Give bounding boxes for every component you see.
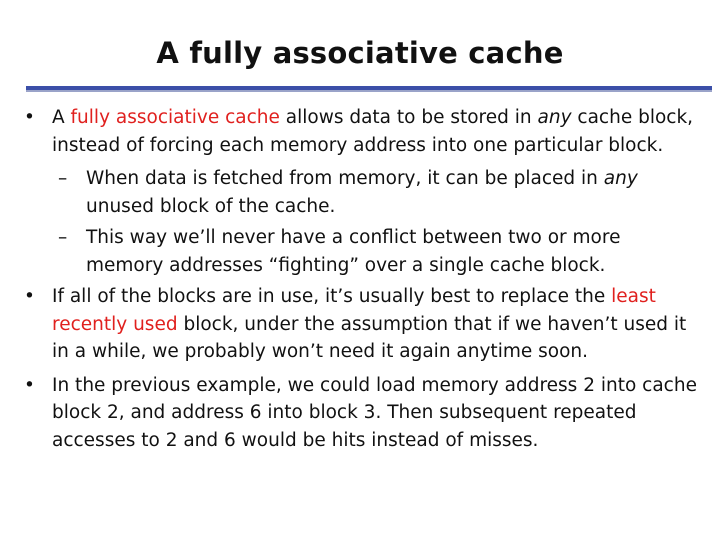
dash-icon: – [58,168,68,189]
highlight-term: least recently used [52,286,656,335]
emphasis-text: any [603,168,638,189]
highlight-term: fully associative cache [70,107,280,128]
bullet-text: cache block, instead of forcing each memory address into one particular block. [52,107,694,156]
bullet-dot-icon: • [24,286,35,307]
title-divider [26,86,712,92]
bullet-dot-icon: • [24,107,35,128]
slide-body [22,104,702,460]
sub-text: When data is fetched from memory, it can be placed in [86,168,604,189]
sub-item-1 [22,165,702,220]
slide-title: A fully associative cache [156,36,564,70]
bullet-text: In the previous example, we could load memory address 2 into cache block 2, and address 6 into block 3. Then subsequent repeated accesses to 2 and 6 would be hits instead of misses. [52,374,697,451]
bullet-dot-icon: • [24,374,35,396]
sub-item-2 [22,224,702,279]
bullet-text: A [52,107,71,128]
bullet-text: allows data to be stored in [279,107,538,128]
sub-text: This way we’ll never have a conflict between two or more memory addresses “fighting” over a single cache block. [86,227,621,276]
bullet-item-1 [22,104,702,159]
dash-icon: – [58,227,68,248]
bullet-text: If all of the blocks are in use, it’s usually best to replace the [52,286,612,307]
bullet-item-3 [22,372,702,455]
bullet-item-2 [22,283,702,366]
emphasis-text: any [537,107,572,128]
bullet-text: block, under the assumption that if we haven’t used it in a while, we probably won’t need it again anytime soon. [52,313,687,362]
sub-text: unused block of the cache. [86,195,336,217]
